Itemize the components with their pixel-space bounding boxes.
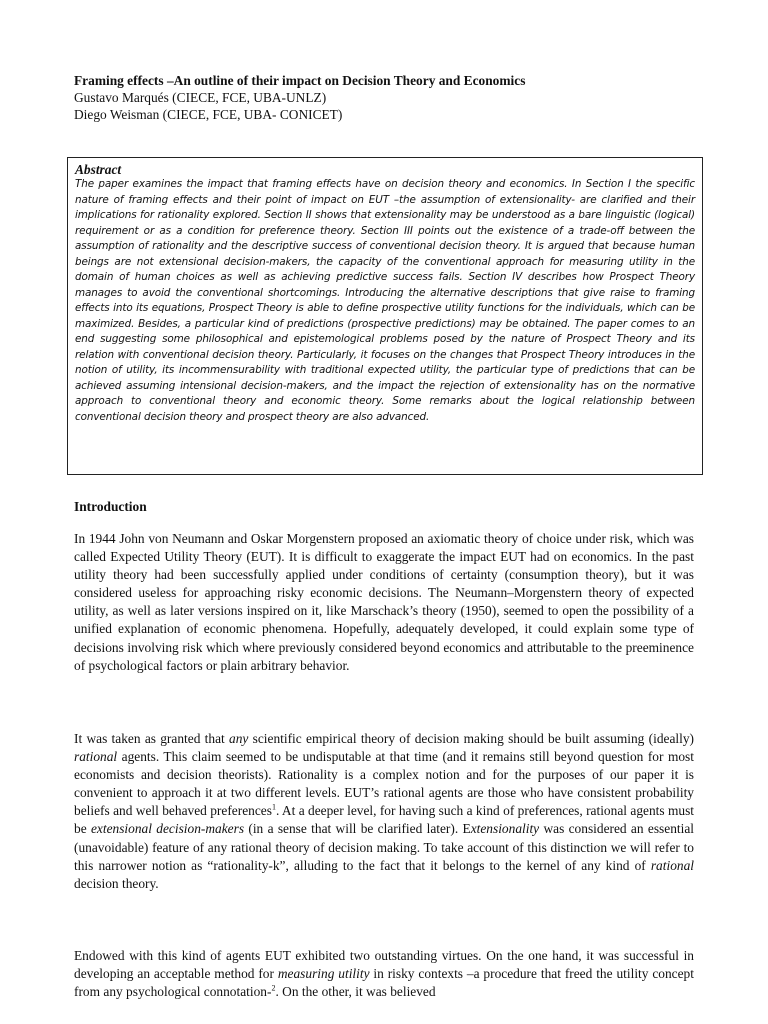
text-run: Endowed with this kind of agents EUT exhibited two outstanding virtues. On the one hand, it was successful in developing an acceptable method for <box>74 948 694 982</box>
paper-title: Framing effects –An outline of their impact on Decision Theory and Economics <box>74 73 526 88</box>
footnote-ref-2[interactable]: 2 <box>271 983 276 993</box>
emphasis-extensionality: xtensionality <box>470 821 540 837</box>
emphasis-any: any <box>229 731 249 746</box>
text-run: agents. This claim seemed to be undisputable at that time (and it remains still beyond question for most economists and decision theorists). Rationality is a complex notion and for the purposes of our paper it is convenient to approach it at two different levels. EUT’s rational agents are those who have consistent probability beliefs and well behaved preferences <box>74 749 694 819</box>
author-line-1: Gustavo Marqués (CIECE, FCE, UBA-UNLZ) <box>74 90 327 105</box>
abstract-heading: Abstract <box>75 162 122 177</box>
text-run: in risky contexts –a procedure that freed the utility concept from any psychological connotation- <box>74 966 694 1000</box>
footnote-ref-1[interactable]: 1 <box>271 802 276 812</box>
text-run: . On the other, it was believed <box>275 984 436 1000</box>
text-run: . At a deeper level, for having such a kind of preferences, rational agents must be <box>74 803 695 837</box>
emphasis-rational-2: rational <box>650 857 694 873</box>
abstract-box <box>67 157 703 475</box>
text-run: decision theory. <box>74 875 159 891</box>
author-line-2: Diego Weisman (CIECE, FCE, UBA- CONICET) <box>74 107 343 122</box>
text-run: was considered an essential (unavoidable) feature of any rational theory of decision making. To take account of this distinction we will refer to this narrower notion as “rationality-k”, alluding to the fact that it belongs to the kernel of any kind of <box>74 821 695 873</box>
intro-paragraph-1: In 1944 John von Neumann and Oskar Morgenstern proposed an axiomatic theory of choice under risk, which was called Expected Utility Theory (EUT). It is difficult to exaggerate the impact EUT had on economics. In the past utility theory had been successfully applied under conditions of certainty (consumption theory), but it was considered useless for approaching risky economic decisions. The Neumann–Morgenstern theory of expected utility, as well as later versions inspired on it, like Marschack’s theory (1950), seemed to open the possibility of a unified explanation of economic phenomena. Hopefully, adequately developed, it could explain some type of decisions involving risk which where previously considered beyond economics and attributable to the preeminence of psychological factors or plain arbitrary behavior. <box>74 531 694 673</box>
emphasis-extensional-decision-makers: extensional decision-makers <box>90 821 245 837</box>
emphasis-measuring-utility: measuring utility <box>277 966 370 982</box>
text-run: (in a sense that will be clarified later). E <box>244 821 471 837</box>
text-run: scientific empirical theory of decision making should be built assuming (ideally) <box>248 731 694 746</box>
text-run: It was taken as granted that <box>74 731 230 746</box>
introduction-heading: Introduction <box>74 499 147 514</box>
emphasis-rational: rational <box>74 749 118 765</box>
abstract-text: The paper examines the impact that framing effects have on decision theory and economics. In Section I the specific nature of framing effects and their point of impact on EUT –the assumption of extensionality- are clarified and their implications for rationality explored. Section II shows that extensionality may be understood as a bare linguistic (logical) requirement or as a condition for preference theory. Section III points out the existence of a trade-off between the assumption of rationality and the descriptive success of conventional decision theory. It is argued that because human beings are not extensional decision-makers, the capacity of the conventional approach for measuring utility in the domain of human choices as well as achieving predictive success fails. Section IV describes how Prospect Theory manages to avoid the conventional shortcomings. Introducing the alternative descriptions that give raise to framing effects into its equations, Prospect Theory is able to define prospective utility functions for the individuals, which can be maximized. Besides, a particular kind of predictions (prospective predictions) may be obtained. The paper comes to an end suggesting some philosophical and epistemological problems posed by the nature of Prospect Theory and its relation with conventional decision theory. Particularly, it focuses on the changes that Prospect Theory introduces in the notion of utility, its incommensurability with traditional expected utility, the particular type of predictions that can be achieved assuming intensional decision-makers, and the impact the rejection of extensionality has on the normative approach to conventional theory and economic theory. Some remarks about the logical relationship between conventional decision theory and prospect theory are also advanced. <box>75 178 695 423</box>
intro-paragraph-2 <box>74 730 694 893</box>
intro-paragraph-3 <box>74 947 694 1001</box>
paper-header <box>74 72 704 123</box>
